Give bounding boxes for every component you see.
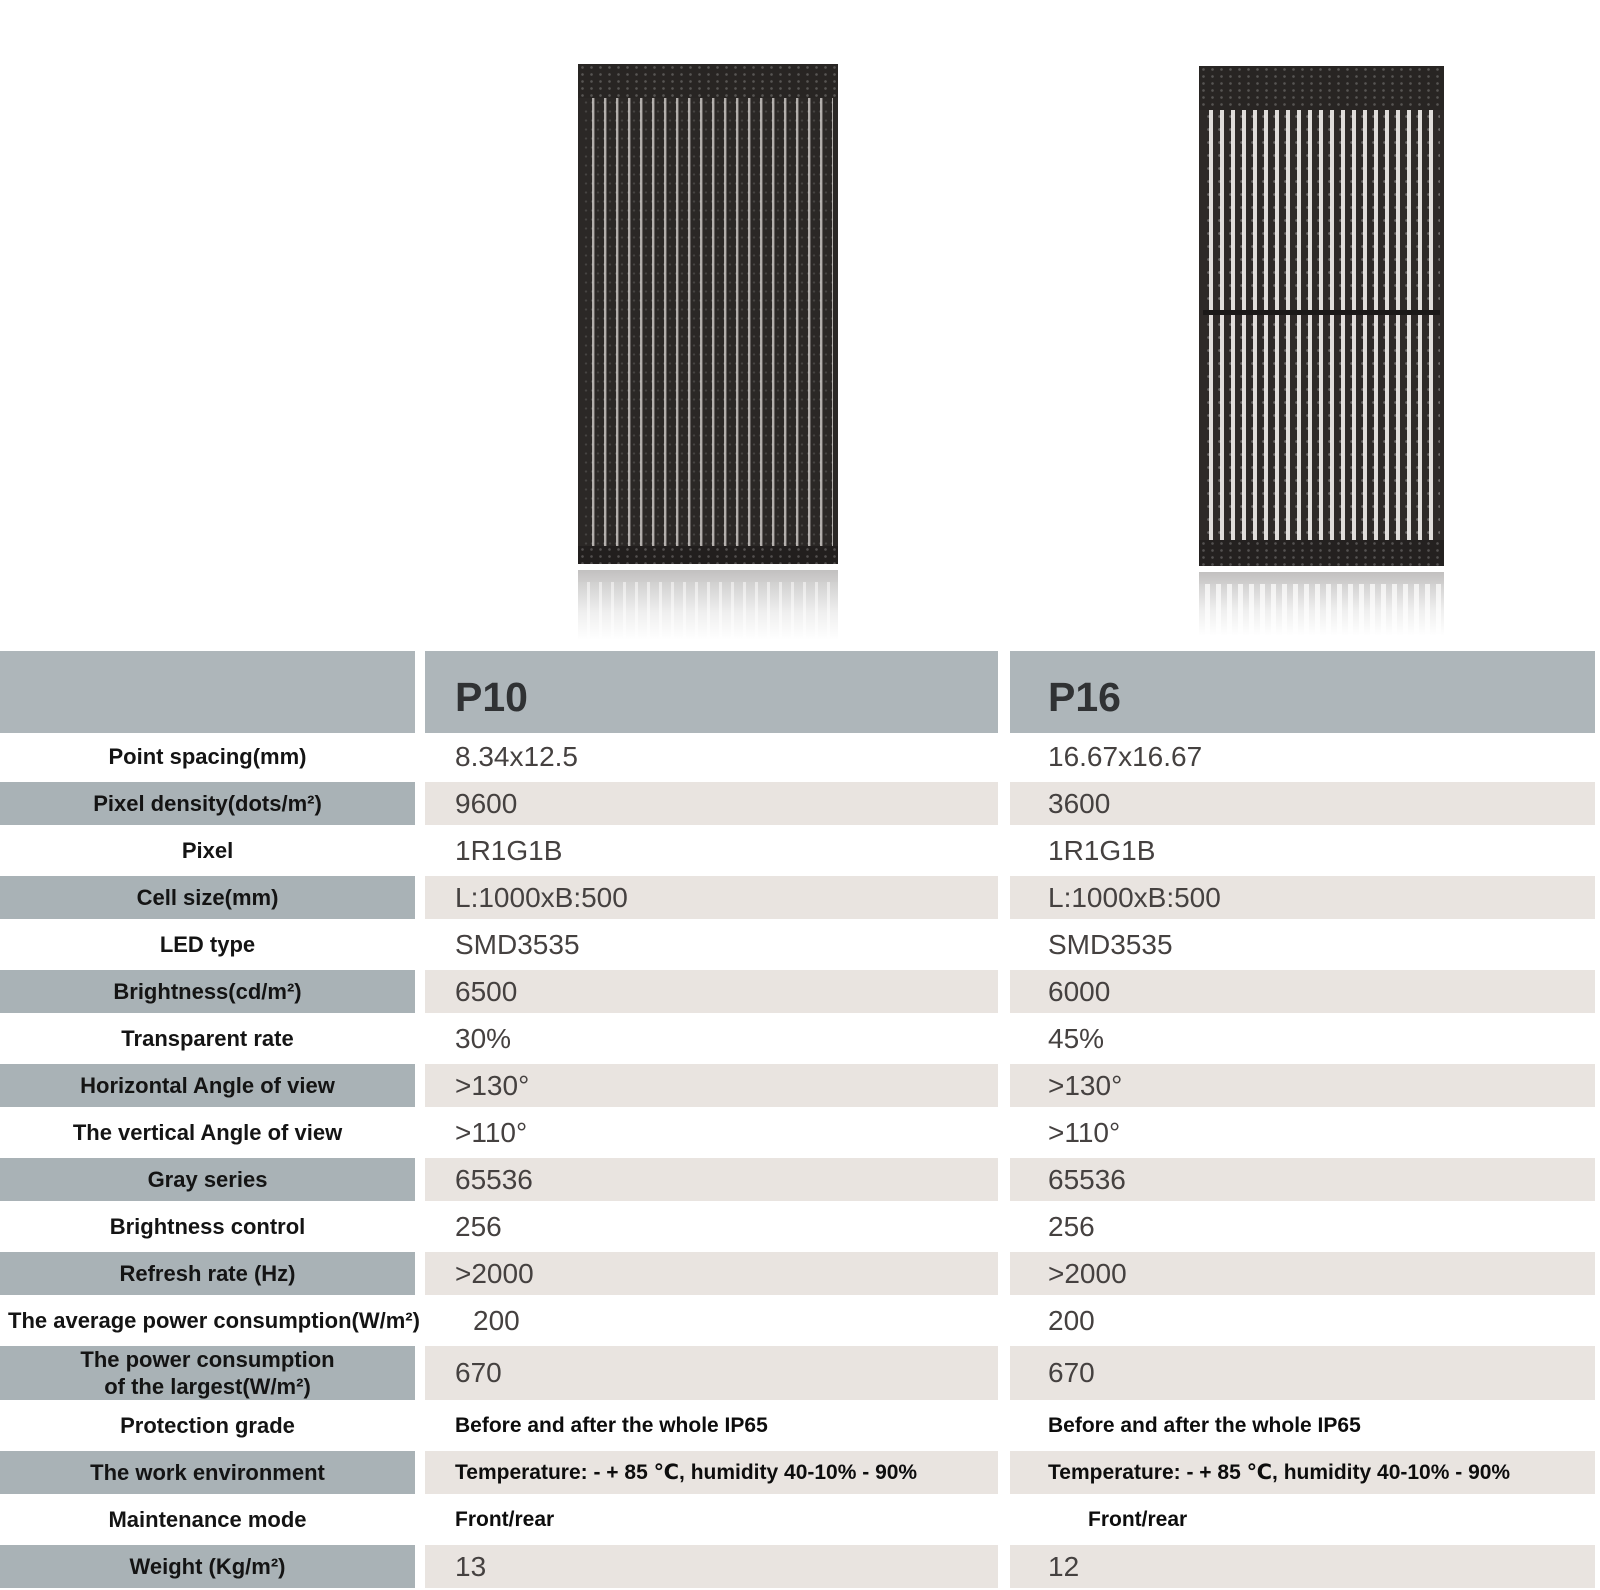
p10-value-cell: 9600 [425,780,998,827]
p10-value-cell: >130° [425,1062,998,1109]
p10-value-cell: 670 [425,1344,998,1402]
row-label: Horizontal Angle of view [0,1062,415,1109]
p16-value-cell: Temperature: - + 85 ℃, humidity 40-10% - 90% [1010,1449,1595,1496]
p10-value-cell: Front/rear [455,1507,555,1531]
p10-value-cell: 1R1G1B [455,834,563,866]
p16-panel-bottom-bar [1199,540,1444,566]
row-label: Weight (Kg/m²) [0,1543,415,1590]
row-label: Cell size(mm) [0,874,415,921]
p16-value-cell: Front/rear [1088,1507,1188,1531]
spec-row [0,1156,1600,1203]
spec-row [0,1543,1600,1590]
p16-value-cell: 3600 [1010,780,1595,827]
row-label: Brightness(cd/m²) [0,968,415,1015]
p16-panel-top-bar [1199,66,1444,110]
p16-panel-led-slats [1199,110,1444,540]
p10-value-cell: 30% [455,1022,512,1054]
p16-value-cell: 45% [1048,1022,1105,1054]
p10-value-cell: 200 [473,1304,520,1336]
p10-panel-bottom-bar [578,546,838,564]
row-label: Pixel [181,837,234,863]
row-label: The work environment [0,1449,415,1496]
spec-row [0,1344,1600,1402]
p16-panel-horizontal-seam [1203,310,1440,315]
spec-row [0,827,1600,874]
p10-value-cell: >110° [455,1116,528,1148]
p10-value-cell: L:1000xB:500 [425,874,998,921]
p16-value-cell: 65536 [1010,1156,1595,1203]
p16-column-title: P16 [1048,673,1121,720]
spec-row [0,1297,1600,1344]
p16-value-cell: 16.67x16.67 [1048,740,1203,772]
p16-value-cell: 12 [1010,1543,1595,1590]
p10-product-image [578,64,838,564]
row-label: Refresh rate (Hz) [0,1250,415,1297]
p16-value-cell: 256 [1048,1210,1095,1242]
p16-value-cell: Before and after the whole IP65 [1048,1413,1361,1437]
header-p10-cell [425,651,998,733]
p10-value-cell: 65536 [425,1156,998,1203]
spec-row [0,1062,1600,1109]
p16-value-cell: 1R1G1B [1048,834,1156,866]
spec-row [0,1109,1600,1156]
spec-row [0,968,1600,1015]
p10-value-cell: SMD3535 [455,928,580,960]
spec-row [0,780,1600,827]
spec-row [0,733,1600,780]
p10-panel-top-bar [578,64,838,98]
header-label-cell [0,651,415,733]
spec-row [0,874,1600,921]
p10-panel-led-slats [578,98,838,546]
spec-row [0,1496,1600,1543]
row-label: Pixel density(dots/m²) [0,780,415,827]
p10-value-cell: 256 [455,1210,502,1242]
row-label: Gray series [0,1156,415,1203]
p10-column-title: P10 [455,673,528,720]
spec-row [0,1449,1600,1496]
spec-table [0,651,1600,1590]
p10-value-cell: Temperature: - + 85 ℃, humidity 40-10% - 90% [425,1449,998,1496]
spec-table-body [0,733,1600,1590]
p10-value-cell: 6500 [425,968,998,1015]
spec-row [0,921,1600,968]
p16-value-cell: 200 [1048,1304,1095,1336]
p16-product-image [1199,66,1444,566]
p16-value-cell: >130° [1010,1062,1595,1109]
header-p16-cell [1010,651,1595,733]
p10-value-cell: 8.34x12.5 [455,740,578,772]
p10-value-cell: Before and after the whole IP65 [455,1413,768,1437]
row-label: Protection grade [120,1412,295,1438]
p16-value-cell: >110° [1048,1116,1121,1148]
row-label: The vertical Angle of view [72,1119,343,1145]
row-label: Point spacing(mm) [108,743,307,769]
row-label: LED type [159,931,256,957]
p10-reflection [578,570,838,640]
spec-row [0,1015,1600,1062]
spec-row [0,1203,1600,1250]
row-label: The average power consumption(W/m²) [8,1307,420,1333]
p16-value-cell: SMD3535 [1048,928,1173,960]
spec-row [0,1402,1600,1449]
p16-value-cell: >2000 [1010,1250,1595,1297]
row-label: The power consumption of the largest(W/m²) [0,1344,415,1402]
row-label: Maintenance mode [108,1506,307,1532]
p16-value-cell: 6000 [1010,968,1595,1015]
p10-value-cell: >2000 [425,1250,998,1297]
p10-value-cell: 13 [425,1543,998,1590]
spec-row [0,1250,1600,1297]
p16-value-cell: 670 [1010,1344,1595,1402]
row-label: Brightness control [109,1213,306,1239]
spec-table-header [0,651,1600,733]
p16-value-cell: L:1000xB:500 [1010,874,1595,921]
p16-reflection [1199,572,1444,636]
row-label: Transparent rate [121,1025,294,1051]
